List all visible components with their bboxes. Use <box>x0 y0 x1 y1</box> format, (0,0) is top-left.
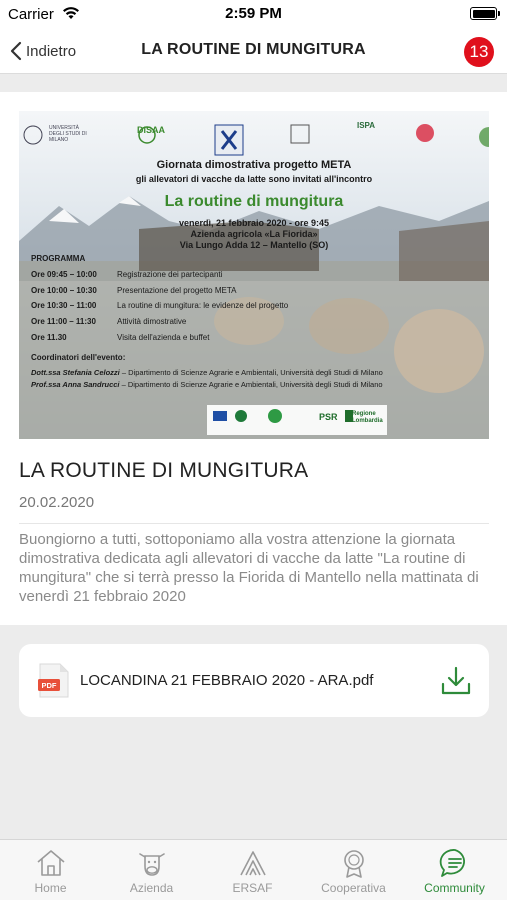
battery-icon <box>470 7 497 20</box>
tab-ersaf[interactable] <box>202 840 303 900</box>
coordinator-line: Dott.ssa Stefania Celozzi – Dipartimento di Scienze Agrarie e Ambientali, Università degli Studi di Milano <box>31 368 383 377</box>
pdf-file-icon <box>38 662 70 699</box>
program-row: Ore 10:30 – 11:00 La routine di mungitura: le evidenze del progetto <box>31 301 289 310</box>
clock: 2:59 PM <box>225 5 282 22</box>
pdf-type-label: PDF <box>41 681 57 690</box>
logo-disaa: DiSAA <box>137 125 166 135</box>
notification-badge[interactable]: 13 <box>464 37 494 67</box>
poster-title: La routine di mungitura <box>164 193 344 210</box>
poster-place: Azienda agricola «La Fiorida» <box>190 229 318 239</box>
status-bar <box>0 0 507 28</box>
program-row: Ore 11.30 Visita dell'azienda e buffet <box>31 333 210 342</box>
attachment-card[interactable] <box>19 644 489 717</box>
navigation-bar <box>0 28 507 74</box>
tab-home[interactable] <box>0 840 101 900</box>
poster-date: venerdì, 21 febbraio 2020 - ore 9:45 <box>178 218 330 228</box>
poster-subheading: gli allevatori di vacche da latte sono invitati all'incontro <box>135 174 373 184</box>
program-heading: PROGRAMMA <box>31 254 86 263</box>
carrier-label: Carrier <box>8 6 54 23</box>
tab-label: Azienda <box>129 881 174 895</box>
tab-label: Cooperativa <box>321 881 386 895</box>
program-row: Ore 10:00 – 10:30 Presentazione del progetto META <box>31 286 237 295</box>
program-row: Ore 11:00 – 11:30 Attività dimostrative <box>31 317 187 326</box>
event-poster[interactable] <box>19 111 489 439</box>
program-row: Ore 09:45 – 10:00 Registrazione dei partecipanti <box>31 270 223 279</box>
tab-cooperativa[interactable] <box>303 840 404 900</box>
tab-label: Home <box>34 881 67 895</box>
logo-psr: PSR <box>319 412 338 422</box>
article-title: LA ROUTINE DI MUNGITURA <box>19 459 309 482</box>
tab-azienda[interactable] <box>101 840 202 900</box>
poster-address: Via Lungo Adda 12 – Mantello (SO) <box>179 240 329 250</box>
back-label: Indietro <box>26 42 77 60</box>
poster-heading: Giornata dimostrativa progetto META <box>156 159 352 171</box>
article-date: 20.02.2020 <box>19 494 95 511</box>
tab-label: Community <box>424 881 485 895</box>
cow-icon <box>136 847 168 879</box>
poster-text <box>19 111 489 439</box>
download-icon[interactable] <box>440 665 472 697</box>
news-card <box>0 92 507 625</box>
tab-community[interactable] <box>404 840 505 900</box>
chat-icon <box>439 847 471 879</box>
article-body: Buongiorno a tutti, sottoponiamo alla vostra attenzione la giornata dimostrativa dedicata agli allevatori di vacche da latte "La routine di mungitura" che si terrà presso la Fiorida di Mantello nella mattinata di venerdì 21 febbraio 2020 <box>19 531 479 605</box>
logo-unimi: UNIVERSITÀ DEGLI STUDI DI MILANO <box>49 125 87 143</box>
logo-lombardia: Regione Lombardia <box>352 411 383 424</box>
coordinator-line: Prof.ssa Anna Sandrucci – Dipartimento di Scienze Agrarie e Ambientali, Università degli Studi di Milano <box>31 380 383 389</box>
coordinators-heading: Coordinatori dell'evento: <box>31 353 126 362</box>
home-icon <box>35 847 67 879</box>
divider <box>19 523 489 524</box>
attachment-filename: LOCANDINA 21 FEBBRAIO 2020 - ARA.pdf <box>80 672 374 689</box>
logo-ispa: ISPA <box>357 121 376 130</box>
page-title: LA ROUTINE DI MUNGITURA <box>141 41 366 58</box>
tab-label: ERSAF <box>232 881 273 895</box>
medal-icon <box>338 847 370 879</box>
ersaf-icon <box>237 847 269 879</box>
tab-bar <box>0 839 507 900</box>
